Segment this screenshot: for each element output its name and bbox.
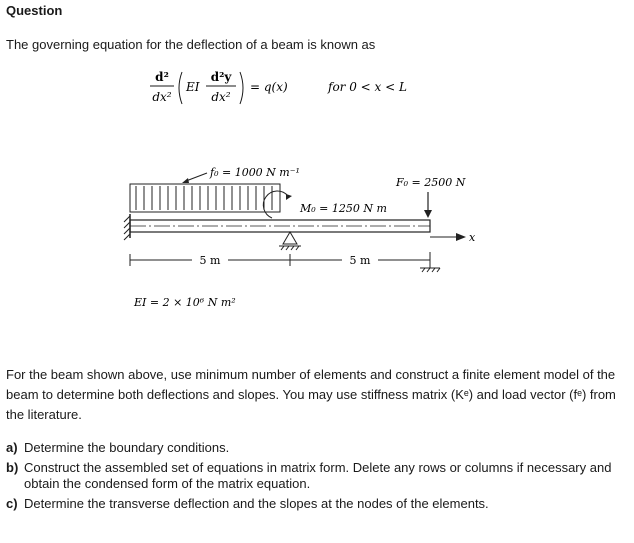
load-arrows (136, 186, 272, 210)
list-item (6, 440, 626, 456)
force-label: F₀ = 2500 N (396, 176, 466, 189)
eq-d2: d² (155, 70, 169, 84)
eq-domain: for 0 < x < L (328, 80, 407, 94)
eq-d2y: d²y (210, 70, 232, 84)
item-text: Construct the assembled set of equations in matrix form. Delete any rows or columns if necessary and obtain the condensed form of the matrix equation. (24, 460, 612, 491)
item-label: c) (6, 496, 18, 511)
item-label: a) (6, 440, 18, 455)
ei-label: EI = 2 × 10⁶ N m² (134, 296, 236, 309)
question-heading: Question (6, 3, 63, 18)
span2-label: 5 m (349, 254, 371, 267)
beam-figure (120, 156, 500, 316)
eq-ei: EI (186, 80, 200, 94)
task-list (6, 440, 626, 516)
item-text: Determine the transverse deflection and the slopes at the nodes of the elements. (24, 496, 489, 511)
span1-label: 5 m (199, 254, 221, 267)
x-axis-label: x (469, 231, 476, 244)
eq-rhs: = q(x) (250, 80, 288, 94)
item-label: b) (6, 460, 19, 475)
moment-arc (263, 191, 288, 218)
list-item (6, 496, 626, 512)
eq-dx2-inner: dx² (211, 90, 231, 104)
eq-dx2: dx² (152, 90, 172, 104)
item-text: Determine the boundary conditions. (24, 440, 230, 455)
governing-equation (140, 64, 460, 114)
problem-paragraph: For the beam shown above, use minimum number of elements and construct a finite element model of the beam to determine both deflections and slopes. You may use stiffness matrix (Kᵉ) and load vector (fᵉ) from the literature. (6, 367, 616, 422)
list-item (6, 460, 626, 492)
pin-support (279, 232, 301, 250)
moment-label: M₀ = 1250 N m (300, 202, 387, 215)
distributed-load-label: f₀ = 1000 N m⁻¹ (210, 166, 300, 179)
intro-text: The governing equation for the deflection of a beam is known as (6, 37, 376, 52)
